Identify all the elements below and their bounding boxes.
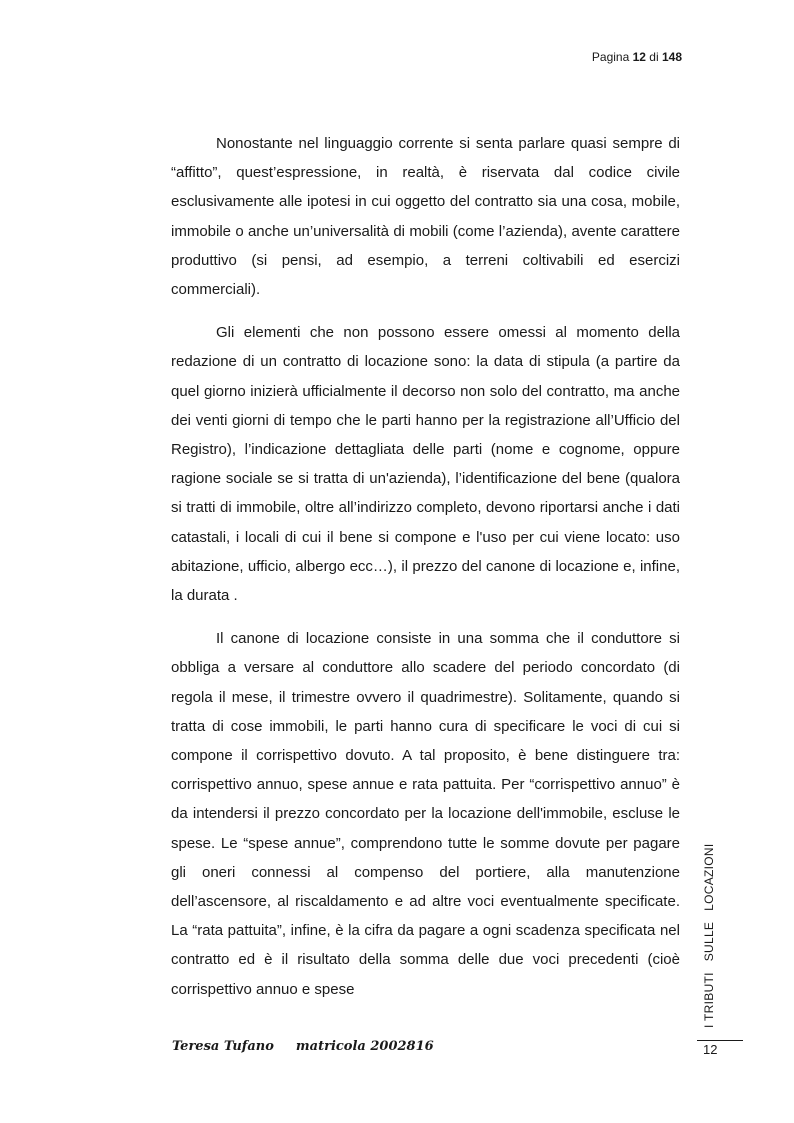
header-prefix: Pagina [591,50,633,64]
header-current-page: 12 [632,50,646,64]
side-chapter-label: I TRIBUTI SULLE LOCAZIONI [702,843,716,1028]
page-footer [172,1039,434,1054]
side-divider [697,1040,743,1041]
paragraph-affitto: Nonostante nel linguaggio corrente si senta parlare quasi sempre di “affitto”, quest’espressione, in realtà, è riservata dal codice civile esclusivamente alle ipotesi in cui oggetto del contratto sia una cosa, mobile, immobile o anche un’universalità di mobili (come l’azienda), avente carattere produttivo (si pensi, ad esempio, a terreni coltivabili ed esercizi commerciali). [171,135,680,299]
page-header [592,50,682,64]
footer-matricola: matricola 2002816 [295,1039,434,1054]
header-middle: di [645,50,662,64]
page-number: 12 [703,1042,718,1057]
body-text [171,129,680,1018]
footer-author: Teresa Tufano [172,1039,274,1054]
header-total-pages: 148 [661,50,682,64]
paragraph-canone: Il canone di locazione consiste in una somma che il conduttore si obbliga a versare al conduttore allo scadere del periodo concordato (di regola il mese, il trimestre ovvero il quadrimestre). Solitamente, quando si tratta di cose immobili, le parti hanno cura di specificare le voci di cui si compone il corrispettivo dovuto. A tal proposito, è bene distinguere tra: corrispettivo annuo, spese annue e rata pattuita. Per “corrispettivo annuo” è da intendersi il prezzo concordato per la locazione dell'immobile, escluse le spese. Le “spese annue”, comprendono tutte le somme dovute per pagare gli oneri connessi al compenso del portiere, alla manutenzione dell’ascensore, al riscaldamento e ad altre voci eventualmente specificate. La “rata pattuita”, infine, è la cifra da pagare a ogni scadenza specificata nel contratto ed è il risultato della somma delle due voci precedenti (cioè corrispettivo annuo e spese [171,630,680,998]
paragraph-elementi: Gli elementi che non possono essere omessi al momento della redazione di un contratto di locazione sono: la data di stipula (a partire da quel giorno inizierà ufficialmente il decorso non solo del contratto, ma anche dei venti giorni di tempo che le parti hanno per la registrazione all’Ufficio del Registro), l’indicazione dettagliata delle parti (nome e cognome, oppure ragione sociale se si tratta di un'azienda), l’identificazione del bene (qualora si tratti di immobile, oltre all’indirizzo completo, devono riportarsi anche i dati catastali, i locali di cui il bene si compone e l'uso per cui viene locato: uso abitazione, ufficio, albergo ecc…), il prezzo del canone di locazione e, infine, la durata . [171,324,680,605]
